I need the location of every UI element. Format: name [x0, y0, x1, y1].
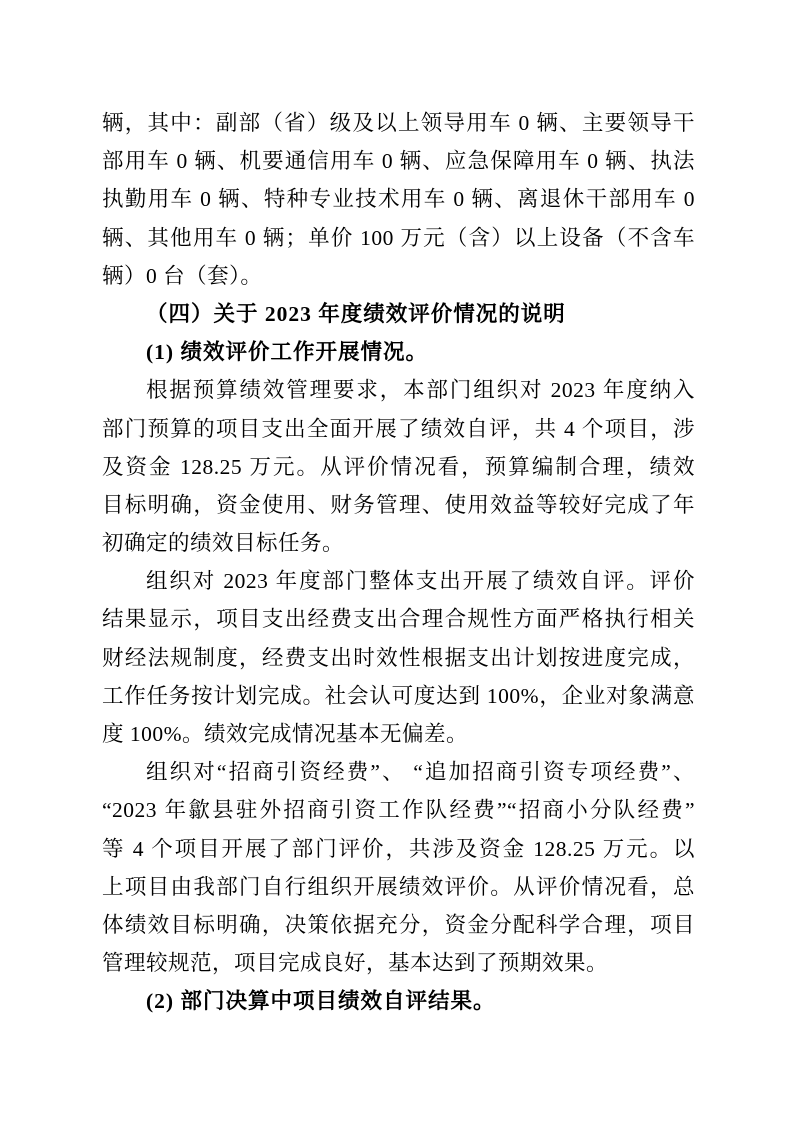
paragraph-line: 组织对“招商引资经费”、 “追加招商引资专项经费”、	[146, 760, 695, 785]
paragraph-line: 度 100%。绩效完成情况基本无偏差。	[102, 722, 469, 746]
paragraph-line: 辆、其他用车 0 辆；单价 100 万元（含）以上设备（不含车	[102, 225, 695, 250]
paragraph-line: 财经法规制度，经费支出时效性根据支出计划按进度完成，	[102, 645, 695, 670]
paragraph-line: 管理较规范，项目完成良好，基本达到了预期效果。	[102, 951, 609, 976]
paragraph-line: 辆，其中：副部（省）级及以上领导用车 0 辆、主要领导干	[102, 111, 695, 135]
heading-line: (2) 部门决算中项目绩效自评结果。	[146, 989, 496, 1014]
document-body	[102, 104, 695, 1021]
paragraph-line: 辆）0 台（套）。	[102, 263, 263, 288]
paragraph-line: “2023 年歙县驻外招商引资工作队经费”“招商小分队经费”	[102, 798, 695, 823]
paragraph-line: 部用车 0 辆、机要通信用车 0 辆、应急保障用车 0 辆、执法	[102, 149, 695, 174]
paragraph-line: 初确定的绩效目标任务。	[102, 531, 345, 556]
paragraph-line: 根据预算绩效管理要求，本部门组织对 2023 年度纳入	[146, 378, 695, 403]
paragraph-line: 目标明确，资金使用、财务管理、使用效益等较好完成了年	[102, 492, 695, 517]
paragraph-line: 结果显示，项目支出经费支出合理合规性方面严格执行相关	[102, 607, 695, 632]
paragraph-line: 工作任务按计划完成。社会认可度达到 100%，企业对象满意	[102, 683, 695, 708]
paragraph-line: 体绩效目标明确，决策依据充分，资金分配科学合理，项目	[102, 912, 695, 937]
heading-line: (1) 绩效评价工作开展情况。	[146, 340, 428, 365]
paragraph-line: 上项目由我部门自行组织开展绩效评价。从评价情况看，总	[102, 874, 695, 899]
paragraph-line: 及资金 128.25 万元。从评价情况看，预算编制合理，绩效	[102, 454, 695, 479]
paragraph-line: 等 4 个项目开展了部门评价，共涉及资金 128.25 万元。以	[102, 836, 695, 861]
paragraph-line: 组织对 2023 年度部门整体支出开展了绩效自评。评价	[146, 569, 695, 594]
heading-line: （四）关于 2023 年度绩效评价情况的说明	[146, 301, 566, 326]
paragraph-line: 部门预算的项目支出全面开展了绩效自评，共 4 个项目，涉	[102, 416, 695, 441]
paragraph-line: 执勤用车 0 辆、特种专业技术用车 0 辆、离退休干部用车 0	[102, 187, 695, 212]
